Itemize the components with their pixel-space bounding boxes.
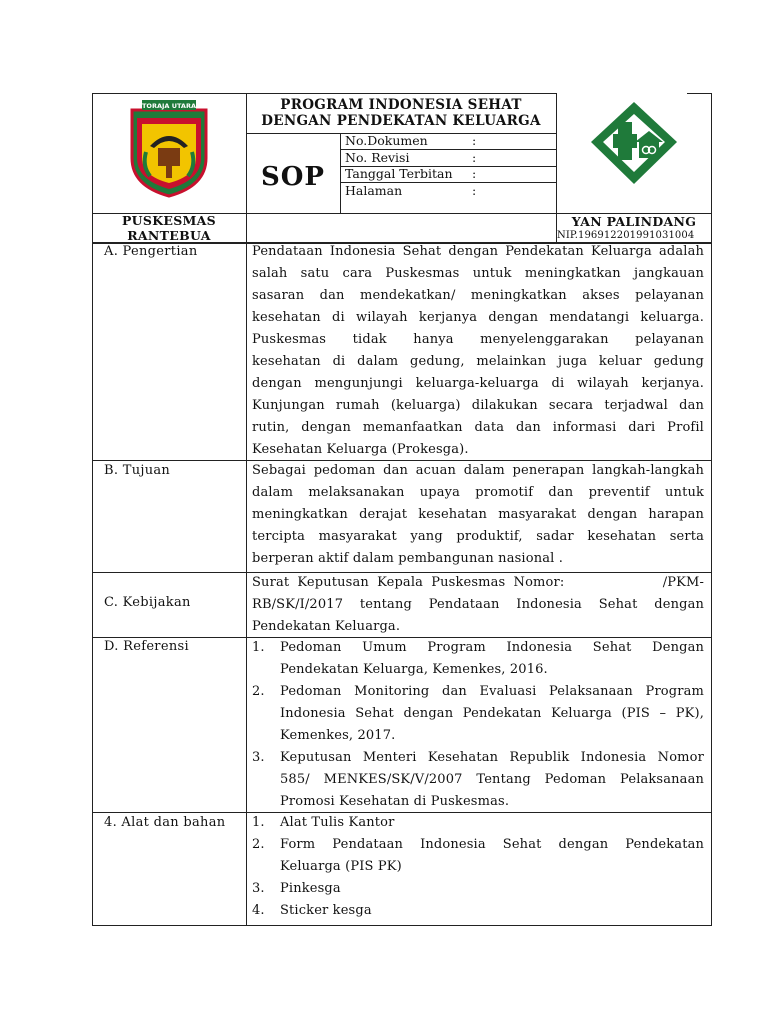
text-line: Kemenkes, 2017. bbox=[280, 728, 396, 743]
text-line: dalam melaksanakan upaya promotif dan preventif untuk bbox=[252, 485, 704, 500]
text-line: Pedoman Monitoring dan Evaluasi Pelaksanaan Program bbox=[280, 684, 704, 699]
section-label-pengertian: A. Pengertian bbox=[104, 244, 198, 259]
signer-name: YAN PALINDANG bbox=[571, 214, 697, 229]
list-item-number: 2. bbox=[252, 837, 265, 852]
meta-no-dokumen-colon: : bbox=[472, 133, 477, 148]
list-item bbox=[252, 637, 704, 681]
text-line: Keputusan Menteri Kesehatan Republik Indonesia Nomor bbox=[280, 750, 704, 765]
text-line: Sticker kesga bbox=[280, 903, 372, 918]
meta-tanggal-terbitan-label: Tanggal Terbitan bbox=[345, 166, 453, 181]
text-line: Pendekatan Keluarga. bbox=[252, 619, 401, 634]
text-line: Indonesia Sehat dengan Pendekatan Keluarga (PIS – PK), bbox=[280, 706, 704, 721]
toraja-utara-crest-logo bbox=[128, 100, 210, 198]
organization-line-2: RANTEBUA bbox=[127, 228, 211, 243]
program-title bbox=[246, 97, 556, 129]
text-line: Alat Tulis Kantor bbox=[280, 815, 395, 830]
organization-line-1: PUSKESMAS bbox=[121, 213, 216, 228]
text-line: Puskesmas tidak hanya menyelenggarakan pelayanan bbox=[252, 332, 704, 347]
right-logo-gap bbox=[557, 92, 687, 95]
list-item bbox=[252, 834, 704, 878]
list-item-number: 1. bbox=[252, 640, 265, 655]
signer-nip: NIP.196912201991031004 bbox=[557, 230, 695, 241]
section-text-kebijakan bbox=[252, 572, 704, 638]
organization-name bbox=[92, 213, 246, 243]
text-line: Pedoman Umum Program Indonesia Sehat Dengan bbox=[280, 640, 704, 655]
text-line: Pendataan Indonesia Sehat dengan Pendekatan Keluarga adalah bbox=[252, 244, 704, 259]
list-item bbox=[252, 747, 704, 813]
header-divider-sop bbox=[340, 133, 341, 213]
text-line: Surat Keputusan Kepala Puskesmas Nomor: /PKM- bbox=[252, 575, 704, 590]
meta-halaman-label: Halaman bbox=[345, 183, 403, 198]
section-list-referensi bbox=[252, 637, 704, 813]
text-line: Pinkesga bbox=[280, 881, 341, 896]
table-left-border bbox=[92, 243, 93, 926]
meta-no-revisi-label: No. Revisi bbox=[345, 150, 410, 165]
section-label-referensi: D. Referensi bbox=[104, 639, 189, 654]
program-title-line-2: DENGAN PENDEKATAN KELUARGA bbox=[261, 113, 541, 129]
puskesmas-logo bbox=[585, 98, 683, 188]
list-item bbox=[252, 900, 704, 922]
text-line: berperan aktif dalam pembangunan nasional . bbox=[252, 551, 563, 566]
meta-tanggal-terbitan-colon: : bbox=[472, 166, 477, 181]
text-line: 585/ MENKES/SK/V/2007 Tentang Pedoman Pelaksanaan bbox=[280, 772, 704, 787]
text-line: Keluarga (PIS PK) bbox=[280, 859, 402, 874]
text-line: salah satu cara Puskesmas untuk meningkatkan jangkauan bbox=[252, 266, 704, 281]
meta-no-dokumen-label: No.Dokumen bbox=[345, 133, 428, 148]
text-line: tercipta masyarakat yang produktif, sadar kesehatan serta bbox=[252, 529, 704, 544]
list-item-number: 1. bbox=[252, 815, 265, 830]
text-line: Promosi Kesehatan di Puskesmas. bbox=[280, 794, 510, 809]
text-line: Kunjungan rumah (keluarga) dilakukan secara terjadwal dan bbox=[252, 398, 704, 413]
section-label-kebijakan: C. Kebijakan bbox=[104, 595, 191, 610]
list-item-number: 4. bbox=[252, 903, 265, 918]
section-label-tujuan: B. Tujuan bbox=[104, 463, 171, 478]
text-line: dengan mengunjungi keluarga-keluarga di wilayah kerjanya. bbox=[252, 376, 704, 391]
list-item bbox=[252, 681, 704, 747]
table-bottom-border bbox=[92, 925, 712, 926]
text-line: Form Pendataan Indonesia Sehat dengan Pendekatan bbox=[280, 837, 704, 852]
list-item-number: 3. bbox=[252, 881, 265, 896]
section-label-alat-dan-bahan: 4. Alat dan bahan bbox=[104, 815, 226, 830]
text-line: Sebagai pedoman dan acuan dalam penerapan langkah-langkah bbox=[252, 463, 704, 478]
program-title-line-1: PROGRAM INDONESIA SEHAT bbox=[280, 97, 522, 113]
text-line: kesehatan di wilayah kerjanya dengan mendatangi keluarga. bbox=[252, 310, 704, 325]
section-text-tujuan bbox=[252, 460, 704, 570]
list-item-number: 2. bbox=[252, 684, 265, 699]
meta-halaman-colon: : bbox=[472, 183, 477, 198]
sop-label: SOP bbox=[261, 162, 325, 192]
list-item bbox=[252, 812, 704, 834]
table-right-border bbox=[711, 243, 712, 926]
table-column-divider bbox=[246, 243, 247, 926]
text-line: RB/SK/I/2017 tentang Pendataan Indonesia Sehat dengan bbox=[252, 597, 704, 612]
crest-banner-text: TORAJA UTARA bbox=[142, 102, 196, 110]
meta-no-revisi-colon: : bbox=[472, 150, 477, 165]
list-item-number: 3. bbox=[252, 750, 265, 765]
text-line: meningkatkan derajat kesehatan masyarakat dengan harapan bbox=[252, 507, 704, 522]
section-list-alat-dan-bahan bbox=[252, 812, 704, 922]
section-text-pengertian bbox=[252, 241, 704, 461]
text-line: Pendekatan Keluarga, Kemenkes, 2016. bbox=[280, 662, 548, 677]
text-line: kesehatan di dalam gedung, melainkan juga keluar gedung bbox=[252, 354, 704, 369]
text-line: rutin, dengan memanfaatkan data dan informasi dari Profil bbox=[252, 420, 704, 435]
text-line: sasaran dan mendekatkan/ meningkatkan akses pelayanan bbox=[252, 288, 704, 303]
text-line: Kesehatan Keluarga (Prokesga). bbox=[252, 442, 469, 457]
list-item bbox=[252, 878, 704, 900]
